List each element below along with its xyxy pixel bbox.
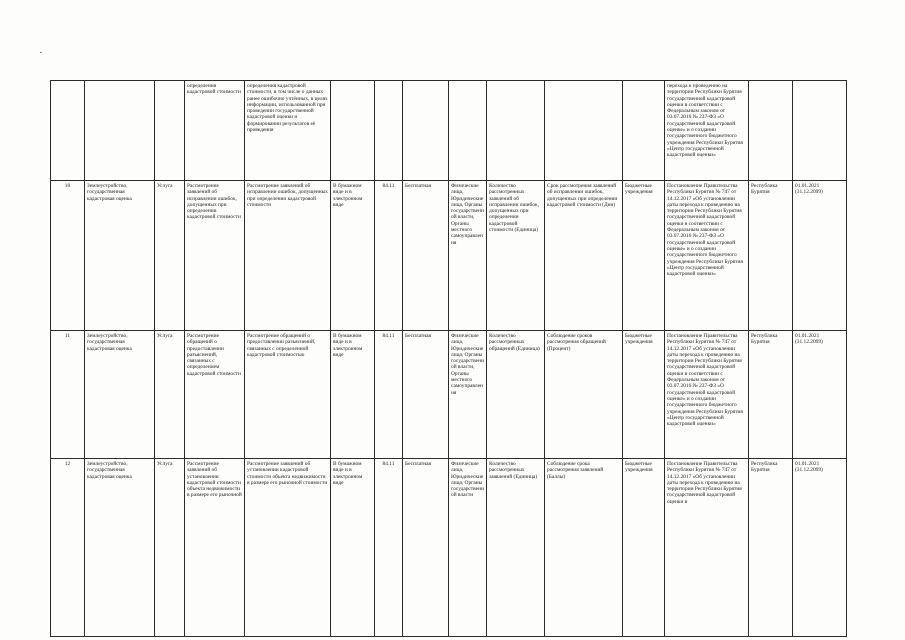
cell-payment-basis xyxy=(403,81,449,181)
legal-basis-text: Постановление Правительства Республики Бурятия № 747 от 14.12.2017 «Об установлении даты перехода к проведению на территории Республики Бурятия государственной кадастровой оценки в xyxy=(667,461,742,505)
service-content-text: определения кадастровой стоимости, в том числе о данных ранее ошибочно учтённых, в целях информации, использованной при проведении государственной кадастровой оценки и формировании результатов её проведения xyxy=(247,83,328,134)
payment-basis-text: Бесплатная xyxy=(405,183,431,189)
cell-row-number xyxy=(51,181,85,331)
cell-validity-period xyxy=(793,459,847,637)
cell-activity-sphere xyxy=(85,331,155,459)
cell-territory xyxy=(749,459,793,637)
item-type-text: Услуга xyxy=(157,183,173,189)
validity-period-text: 01.01.2021 (31.12.2099) xyxy=(795,333,823,346)
cell-provider-type xyxy=(623,331,665,459)
row-number-text: 12 xyxy=(64,461,71,467)
cell-consumer-category xyxy=(449,459,487,637)
payment-basis-text: Бесплатная xyxy=(405,461,431,467)
provider-type-text: Бюджетные учреждения xyxy=(625,183,653,196)
territory-text: Республика Бурятия xyxy=(751,461,778,474)
cell-quality-indicator xyxy=(545,181,623,331)
cell-delivery-form xyxy=(331,81,375,181)
cell-volume-indicator xyxy=(487,181,545,331)
row-number-text: 11 xyxy=(64,333,71,339)
scan-speck xyxy=(40,52,42,53)
territory-text: Республика Бурятия xyxy=(751,333,778,346)
cell-provider-type xyxy=(623,459,665,637)
cell-territory xyxy=(749,331,793,459)
cell-service-content xyxy=(245,181,331,331)
cell-row-number xyxy=(51,331,85,459)
cell-activity-sphere xyxy=(85,459,155,637)
quality-indicator-text: Срок рассмотрения заявлений об исправлении ошибок, допущенных при определении кадастровой стоимости (Дни) xyxy=(547,183,618,208)
cell-okved-code xyxy=(375,81,403,181)
cell-service-content xyxy=(245,81,331,181)
cell-territory xyxy=(749,81,793,181)
validity-period-text: 01.01.2021 (31.12.2099) xyxy=(795,461,823,474)
cell-service-name xyxy=(185,181,245,331)
activity-sphere-text: Землеустройство, государственная кадастровая оценка xyxy=(87,183,132,202)
table-row xyxy=(51,181,847,331)
cell-row-number xyxy=(51,459,85,637)
cell-quality-indicator xyxy=(545,459,623,637)
cell-quality-indicator xyxy=(545,331,623,459)
payment-basis-text: Бесплатная xyxy=(405,333,431,339)
cell-legal-basis xyxy=(665,81,749,181)
service-content-text: Рассмотрение обращений о предоставлении разъяснений, связанных с определенной кадастровой стоимостью xyxy=(247,333,316,358)
service-content-text: Рассмотрение заявлений об установлении кадастровой стоимости объекта недвижимости в размере его рыночной стоимости xyxy=(247,461,328,486)
cell-activity-sphere xyxy=(85,81,155,181)
cell-payment-basis xyxy=(403,181,449,331)
services-registry-table xyxy=(50,80,847,637)
okved-code-text: 84.11 xyxy=(382,333,395,339)
item-type-text: Услуга xyxy=(157,461,173,467)
table-row xyxy=(51,459,847,637)
delivery-form-text: В бумажном виде и в электронном виде xyxy=(333,461,363,486)
cell-provider-type xyxy=(623,181,665,331)
consumer-category-text: Физические лица, Юридические лица, Органы государственной власти, Органы местного самоуправления xyxy=(451,333,484,396)
cell-row-number xyxy=(51,81,85,181)
table-row xyxy=(51,81,847,181)
cell-item-type xyxy=(155,331,185,459)
cell-activity-sphere xyxy=(85,181,155,331)
cell-service-name xyxy=(185,81,245,181)
volume-indicator-text: Количество рассмотренных заявлений об исправлении ошибок, допущенных при определении кадастровой стоимости (Единица) xyxy=(489,183,539,234)
quality-indicator-text: Соблюдение срока рассмотрения заявлений (Баллы) xyxy=(547,461,604,480)
cell-legal-basis xyxy=(665,331,749,459)
cell-consumer-category xyxy=(449,81,487,181)
cell-validity-period xyxy=(793,331,847,459)
cell-quality-indicator xyxy=(545,81,623,181)
service-name-text: Рассмотрение обращений о предоставлении разъяснений, связанных с определением кадастровой стоимости xyxy=(187,333,241,377)
cell-consumer-category xyxy=(449,331,487,459)
volume-indicator-text: Количество рассмотренных заявлений (Единица) xyxy=(489,461,538,480)
cell-volume-indicator xyxy=(487,81,545,181)
cell-service-content xyxy=(245,459,331,637)
cell-volume-indicator xyxy=(487,331,545,459)
activity-sphere-text: Землеустройство, государственная кадастровая оценка xyxy=(87,461,132,480)
cell-delivery-form xyxy=(331,459,375,637)
okved-code-text: 84.11 xyxy=(382,461,395,467)
legal-basis-text: перехода к проведению на территории Республики Бурятия государственной кадастровой оценки в соответствии с Федеральным законом от 03.07.2016 № 237-ФЗ «О государственной кадастровой оценке» и о создании государственного бюджетного учреждения Республики Бурятия «Центр государственной кадастровой оценки» xyxy=(667,83,743,159)
territory-text: Республика Бурятия xyxy=(751,183,778,196)
cell-okved-code xyxy=(375,331,403,459)
cell-item-type xyxy=(155,81,185,181)
cell-volume-indicator xyxy=(487,459,545,637)
delivery-form-text: В бумажном виде и в электронном виде xyxy=(333,183,363,208)
cell-consumer-category xyxy=(449,181,487,331)
cell-validity-period xyxy=(793,81,847,181)
item-type-text: Услуга xyxy=(157,333,173,339)
service-name-text: Рассмотрение заявлений об установлении кадастровой стоимости объекта недвижимости в размере его рыночной xyxy=(187,461,242,499)
provider-type-text: Бюджетные учреждения xyxy=(625,333,653,346)
cell-service-content xyxy=(245,331,331,459)
activity-sphere-text: Землеустройство, государственная кадастровая оценка xyxy=(87,333,132,352)
volume-indicator-text: Количество рассмотренных обращений (Единица) xyxy=(489,333,540,352)
quality-indicator-text: Соблюдение сроков рассмотрения обращений (Процент) xyxy=(547,333,606,352)
service-content-text: Рассмотрение заявлений об исправлении ошибок, допущенных при определении кадастровой стоимости xyxy=(247,183,328,208)
okved-code-text: 84.11 xyxy=(382,183,395,189)
cell-okved-code xyxy=(375,181,403,331)
validity-period-text: 01.01.2021 (31.12.2099) xyxy=(795,183,823,196)
cell-payment-basis xyxy=(403,459,449,637)
consumer-category-text: Физические лица, Юридические лица, Органы государственной власти xyxy=(451,461,484,499)
cell-delivery-form xyxy=(331,331,375,459)
cell-service-name xyxy=(185,459,245,637)
cell-okved-code xyxy=(375,459,403,637)
legal-basis-text: Постановление Правительства Республики Бурятия № 747 от 14.12.2017 «Об установлении даты перехода к проведению на территории Республики Бурятия государственной кадастровой оценки в соответствии с Федеральным законом от 03.07.2016 № 237-ФЗ «О государственной кадастровой оценке» и о создании государственного бюджетного учреждения Республики Бурятия «Центр государственной кадастровой оценки» xyxy=(667,183,743,278)
delivery-form-text: В бумажном виде и в электронном виде xyxy=(333,333,363,358)
cell-validity-period xyxy=(793,181,847,331)
cell-delivery-form xyxy=(331,181,375,331)
cell-territory xyxy=(749,181,793,331)
cell-item-type xyxy=(155,181,185,331)
provider-type-text: Бюджетные учреждения xyxy=(625,461,653,474)
cell-legal-basis xyxy=(665,459,749,637)
service-name-text: определения кадастровой стоимости xyxy=(187,83,241,96)
cell-legal-basis xyxy=(665,181,749,331)
cell-service-name xyxy=(185,331,245,459)
table-row xyxy=(51,331,847,459)
cell-item-type xyxy=(155,459,185,637)
cell-payment-basis xyxy=(403,331,449,459)
row-number-text: 10 xyxy=(64,183,71,189)
cell-provider-type xyxy=(623,81,665,181)
service-name-text: Рассмотрение заявлений об исправлении ошибок, допущенных при определении кадастровой стоимости xyxy=(187,183,241,221)
legal-basis-text: Постановление Правительства Республики Бурятия № 747 от 14.12.2017 «Об установлении даты перехода к проведению на территории Республики Бурятия государственной кадастровой оценки в соответствии с Федеральным законом от 03.07.2016 № 237-ФЗ «О государственной кадастровой оценке» и о создании государственного бюджетного учреждения Республики Бурятия «Центр государственной кадастровой оценки» xyxy=(667,333,743,428)
consumer-category-text: Физические лица, Юридические лица, Органы государственной власти, Органы местного самоуправления xyxy=(451,183,484,246)
